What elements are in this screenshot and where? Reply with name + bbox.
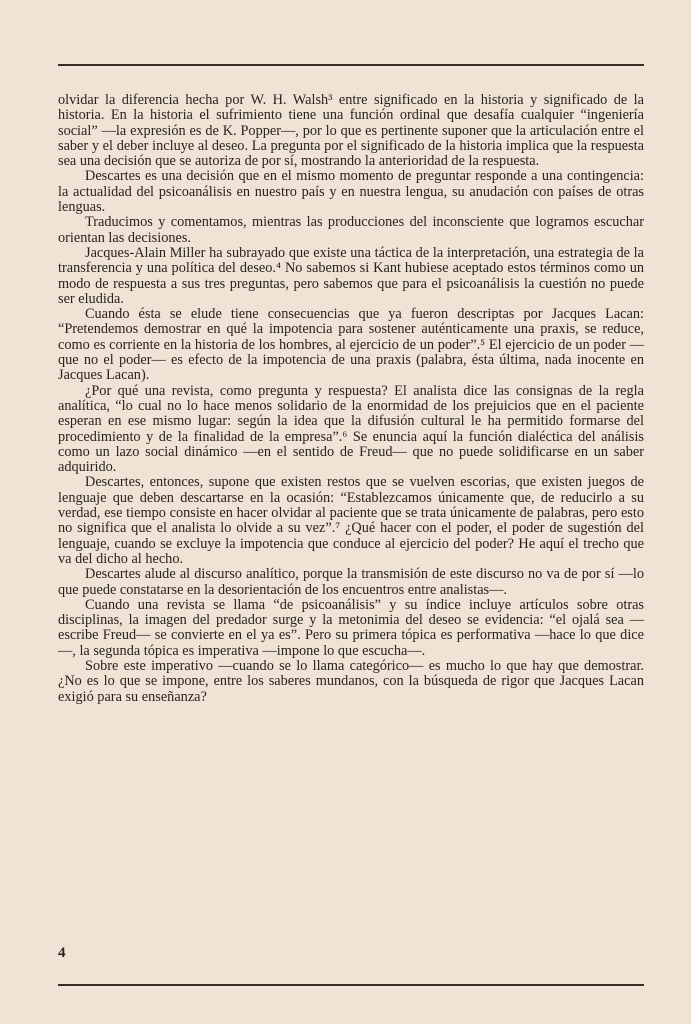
paragraph: ¿Por qué una revista, como pregunta y respuesta? El analista dice las consignas de la regla analítica, “lo cual no lo hace menos solidario de la enormidad de los prejuicios que en el paciente esperan en ese mismo lugar: según la idea que la difusión cultural le ha permitido formarse del procedimiento y de la finalidad de la empresa”.⁶ Se enuncia aquí la función dialéctica del análisis como un lazo social dinámico —en el sentido de Freud— que no puede solidificarse en un saber adquirido. <box>58 382 644 476</box>
body-text <box>58 93 644 705</box>
paragraph: Cuando ésta se elude tiene consecuencias que ya fueron descriptas por Jacques Lacan: “Pretendemos demostrar en qué la impotencia para sostener auténticamente una praxis, se reduce, como es corriente en la historia de los hombres, al ejercicio de un poder”.⁵ El ejercicio de un poder —que no el poder— es efecto de la impotencia de una praxis (palabra, ésta última, nada inocente en Jacques Lacan). <box>58 306 644 384</box>
paragraph: Jacques-Alain Miller ha subrayado que existe una táctica de la interpretación, una estrategia de la transferencia y una política del deseo.⁴ No sabemos si Kant hubiese aceptado estos términos como un modo de respuesta a sus tres preguntas, pero sabemos que para el psicoanálisis la cuestión no puede ser eludida. <box>58 244 644 307</box>
paragraph: Descartes es una decisión que en el mismo momento de preguntar responde a una contingencia: la actualidad del psicoanálisis en nuestro país y en nuestra lengua, su anudación con países de otras lenguas. <box>58 168 644 216</box>
top-rule <box>58 64 644 66</box>
page-number: 4 <box>58 945 66 961</box>
paragraph: Descartes alude al discurso analítico, porque la transmisión de este discurso no va de por sí —lo que puede constatarse en la desorientación de los encuentros entre analistas—. <box>58 566 644 598</box>
paragraph: Descartes, entonces, supone que existen restos que se vuelven escorias, que existen juegos de lenguaje que deben descartarse en la ocasión: “Establezcamos únicamente que, de reducirlo a su verdad, ese tiempo consiste en hacer olvidar al paciente que se trata únicamente de palabras, pero esto no significa que el analista lo olvide a su vez”.⁷ ¿Qué hacer con el poder, el poder de sugestión del lenguaje, cuando se excluye la impotencia que conduce al ejercicio del poder? He aquí el trecho que va del dicho al hecho. <box>58 474 644 567</box>
paragraph: Sobre este imperativo —cuando se lo llama categórico— es mucho lo que hay que demostrar. ¿No es lo que se impone, entre los saberes mundanos, con la búsqueda de rigor que Jacques Lacan exigió para su enseñanza? <box>58 657 644 705</box>
bottom-rule <box>58 984 644 986</box>
paragraph: Cuando una revista se llama “de psicoanálisis” y su índice incluye artículos sobre otras disciplinas, la imagen del predador surge y la metonimia del deseo se evidencia: “el ojalá sea —escribe Freud— se convierte en el ya es”. Pero su primera tópica es performativa —hace lo que dice—, la segunda tópica es imperativa —impone lo que escucha—. <box>58 596 644 659</box>
paragraph: olvidar la diferencia hecha por W. H. Walsh³ entre significado en la historia y significado de la historia. En la historia el sufrimiento tiene una función ordinal que desafía cualquier “ingeniería social” —la expresión es de K. Popper—, por lo que es pertinente suponer que la articulación entre el saber y el deber incluye al deseo. La pregunta por el significado de la historia implica que la respuesta sea una decisión que se autoriza de por sí, mostrando la anterioridad de la respuesta. <box>58 92 644 170</box>
paragraph: Traducimos y comentamos, mientras las producciones del inconsciente que logramos escuchar orientan las decisiones. <box>58 214 644 246</box>
